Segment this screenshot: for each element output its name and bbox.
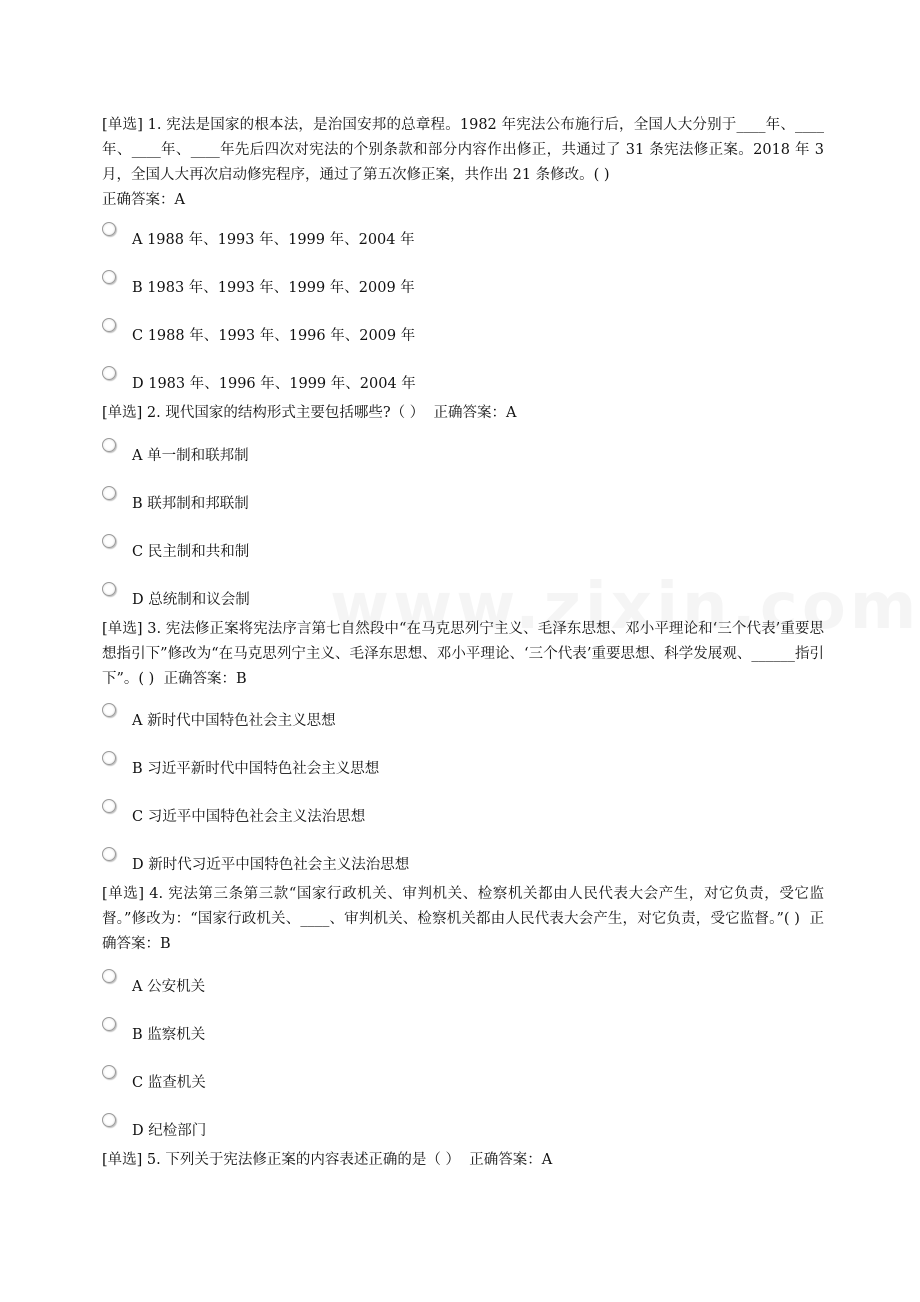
radio-button-icon[interactable] xyxy=(102,751,116,765)
question-3-option-b[interactable] xyxy=(102,751,822,779)
radio-button-icon[interactable] xyxy=(102,438,116,452)
question-5 xyxy=(102,1148,824,1173)
radio-button-icon[interactable] xyxy=(102,270,116,284)
question-5-answer: 正确答案：A xyxy=(469,1152,553,1168)
option-label: D 1983 年、1996 年、1999 年、2004 年 xyxy=(132,376,416,392)
option-label: D 新时代习近平中国特色社会主义法治思想 xyxy=(132,857,410,873)
radio-button-icon[interactable] xyxy=(102,799,116,813)
question-4-text: [单选] 4. 宪法第三条第三款“国家行政机关、审判机关、检察机关都由人民代表大会产生，对它负责，受它监督。”修改为：“国家行政机关、____、审判机关、检察机关都由人民代表大会产生，对它负责，受它监督。”( ) xyxy=(102,886,824,927)
question-1-option-b[interactable] xyxy=(102,270,822,298)
option-label: B 1983 年、1993 年、1999 年、2009 年 xyxy=(132,280,415,296)
question-2-text: [单选] 2. 现代国家的结构形式主要包括哪些?（ ） xyxy=(102,405,425,421)
radio-button-icon[interactable] xyxy=(102,969,116,983)
question-3-answer: 正确答案：B xyxy=(163,671,247,687)
option-label: D 总统制和议会制 xyxy=(132,592,250,608)
question-2 xyxy=(102,401,824,426)
option-label: C 民主制和共和制 xyxy=(132,544,250,560)
radio-button-icon[interactable] xyxy=(102,1065,116,1079)
radio-button-icon[interactable] xyxy=(102,582,116,596)
question-5-text: [单选] 5. 下列关于宪法修正案的内容表述正确的是（ ） xyxy=(102,1152,460,1168)
question-1-option-d[interactable] xyxy=(102,366,822,394)
question-3-option-a[interactable] xyxy=(102,703,822,731)
question-2-option-a[interactable] xyxy=(102,438,822,466)
question-3-option-d[interactable] xyxy=(102,847,822,875)
option-label: A 单一制和联邦制 xyxy=(132,448,249,464)
question-2-option-d[interactable] xyxy=(102,582,822,610)
question-4-answer: 正确答案：B xyxy=(102,911,824,952)
option-label: A 1988 年、1993 年、1999 年、2004 年 xyxy=(132,232,415,248)
radio-button-icon[interactable] xyxy=(102,366,116,380)
question-1-option-a[interactable] xyxy=(102,222,822,250)
question-4 xyxy=(102,882,824,957)
option-label: C 监查机关 xyxy=(132,1075,206,1091)
question-3-text: [单选] 3. 宪法修正案将宪法序言第七自然段中“在马克思列宁主义、毛泽东思想、邓小平理论和‘三个代表’重要思想指引下”修改为“在马克思列宁主义、毛泽东思想、邓小平理论、‘三个代表’重要思想、科学发展观、______指引下”。( ) xyxy=(102,621,824,687)
option-label: A 新时代中国特色社会主义思想 xyxy=(132,713,336,729)
radio-button-icon[interactable] xyxy=(102,847,116,861)
question-4-option-b[interactable] xyxy=(102,1017,822,1045)
option-label: C 1988 年、1993 年、1996 年、2009 年 xyxy=(132,328,416,344)
question-1-answer: 正确答案：A xyxy=(102,192,185,208)
question-2-option-c[interactable] xyxy=(102,534,822,562)
option-label: C 习近平中国特色社会主义法治思想 xyxy=(132,809,366,825)
option-label: D 纪检部门 xyxy=(132,1123,207,1139)
option-label: B 联邦制和邦联制 xyxy=(132,496,249,512)
option-label: B 监察机关 xyxy=(132,1027,206,1043)
question-4-option-c[interactable] xyxy=(102,1065,822,1093)
question-4-option-a[interactable] xyxy=(102,969,822,997)
radio-button-icon[interactable] xyxy=(102,1017,116,1031)
question-1 xyxy=(102,113,824,213)
option-label: B 习近平新时代中国特色社会主义思想 xyxy=(132,761,380,777)
radio-button-icon[interactable] xyxy=(102,486,116,500)
question-3-option-c[interactable] xyxy=(102,799,822,827)
radio-button-icon[interactable] xyxy=(102,534,116,548)
question-2-option-b[interactable] xyxy=(102,486,822,514)
question-3 xyxy=(102,617,824,692)
question-1-text: [单选] 1. 宪法是国家的根本法，是治国安邦的总章程。1982 年宪法公布施行后，全国人大分别于____年、____ 年、____年、____年先后四次对宪法的个别条款和部分内容作出修正，共通过了 31 条宪法修正案。2018 年 3 月，全国人大再次启动修宪程序，通过了第五次修正案，共作出 21 条修改。( ) xyxy=(102,117,824,183)
option-label: A 公安机关 xyxy=(132,979,206,995)
radio-button-icon[interactable] xyxy=(102,1113,116,1127)
radio-button-icon[interactable] xyxy=(102,703,116,717)
radio-button-icon[interactable] xyxy=(102,222,116,236)
question-1-option-c[interactable] xyxy=(102,318,822,346)
question-4-option-d[interactable] xyxy=(102,1113,822,1141)
radio-button-icon[interactable] xyxy=(102,318,116,332)
question-2-answer: 正确答案：A xyxy=(433,405,517,421)
